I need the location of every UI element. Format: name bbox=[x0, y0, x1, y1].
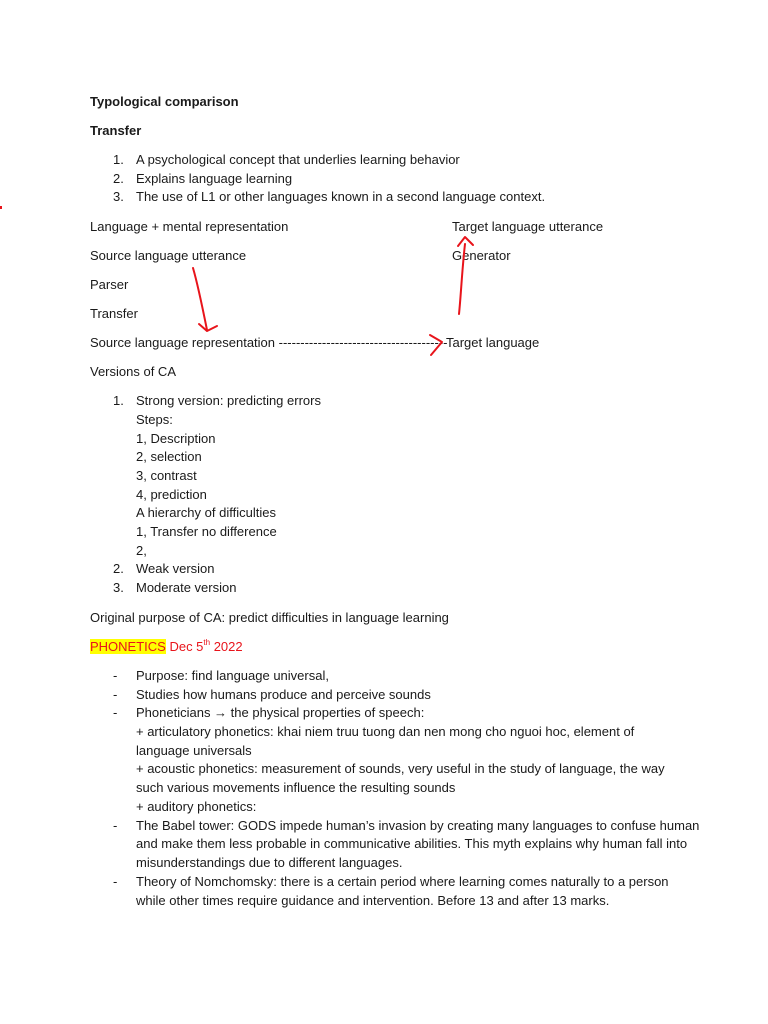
bullet-item: Theory of Nomchomsky: there is a certain period where learning comes naturally to a person bbox=[136, 874, 669, 889]
step-item: 2, selection bbox=[136, 449, 202, 464]
bullet-dash: - bbox=[113, 668, 118, 683]
bullet-item: Phoneticians → the physical properties of speech: bbox=[136, 705, 425, 720]
list-number: 2. bbox=[113, 561, 124, 576]
list-number: 1. bbox=[113, 152, 124, 167]
bullet-subline: and make them less probable in communicative abilities. This myth explains why human fall into bbox=[136, 836, 688, 851]
bullet-subline: while other times require guidance and intervention. Before 13 and after 13 marks. bbox=[136, 893, 610, 908]
list-number: 3. bbox=[113, 580, 124, 595]
list-item: Explains language learning bbox=[136, 171, 293, 186]
bullet-subline: misunderstandings due to different languages. bbox=[136, 855, 403, 870]
arrow-down-head-icon bbox=[199, 324, 217, 331]
bullet-item: Studies how humans produce and perceive sounds bbox=[136, 687, 431, 702]
list-number: 1. bbox=[113, 393, 124, 408]
list-item: The use of L1 or other languages known in a second language context. bbox=[136, 189, 546, 204]
diagram-transfer: Transfer bbox=[90, 306, 138, 321]
hierarchy-label: A hierarchy of difficulties bbox=[136, 505, 276, 520]
diagram-target-language: Target language bbox=[446, 335, 540, 350]
phonetics-date-suffix: 2022 bbox=[210, 639, 243, 654]
arrow-up-head-icon bbox=[458, 237, 473, 246]
bullet-subline: language universals bbox=[136, 743, 252, 758]
bullet-dash: - bbox=[113, 687, 118, 702]
bullet-item: The Babel tower: GODS impede human’s invasion by creating many languages to confuse human bbox=[136, 818, 700, 833]
diagram-source-utterance: Source language utterance bbox=[90, 248, 247, 263]
phonetics-heading bbox=[90, 639, 243, 655]
diagram-generator: Generator bbox=[452, 248, 511, 263]
bullet-subline: + acoustic phonetics: measurement of sounds, very useful in the study of language, the way bbox=[136, 761, 665, 776]
hierarchy-item: 2, bbox=[136, 543, 147, 558]
heading-transfer: Transfer bbox=[90, 123, 142, 138]
phonetics-date-prefix: Dec 5 bbox=[165, 639, 204, 654]
bullet-dash: - bbox=[113, 705, 118, 720]
versions-heading: Versions of CA bbox=[90, 364, 176, 379]
original-purpose: Original purpose of CA: predict difficulties in language learning bbox=[90, 610, 449, 625]
hierarchy-item: 1, Transfer no difference bbox=[136, 524, 277, 539]
diagram-target-utterance: Target language utterance bbox=[452, 219, 604, 234]
heading-typological-comparison: Typological comparison bbox=[90, 94, 239, 109]
phonetics-title: PHONETICS bbox=[90, 639, 166, 654]
bullet-subline: + articulatory phonetics: khai niem truu tuong dan nen mong cho nguoi hoc, element of bbox=[136, 724, 635, 739]
list-number: 3. bbox=[113, 189, 124, 204]
bullet-subline: + auditory phonetics: bbox=[136, 799, 257, 814]
list-item: Moderate version bbox=[136, 580, 237, 595]
arrow-down-icon bbox=[193, 268, 207, 330]
step-item: 3, contrast bbox=[136, 468, 197, 483]
bullet-subline: such various movements influence the resulting sounds bbox=[136, 780, 456, 795]
red-edge-mark bbox=[0, 206, 2, 209]
diagram-parser: Parser bbox=[90, 277, 129, 292]
bullet-item: Purpose: find language universal, bbox=[136, 668, 329, 683]
bullet-dash: - bbox=[113, 874, 118, 889]
phonetics-date-sup: th bbox=[203, 638, 211, 647]
step-item: 1, Description bbox=[136, 431, 216, 446]
bullet-dash: - bbox=[113, 818, 118, 833]
list-item: Strong version: predicting errors bbox=[136, 393, 321, 408]
diagram-language-mental: Language + mental representation bbox=[90, 219, 289, 234]
list-number: 2. bbox=[113, 171, 124, 186]
steps-label: Steps: bbox=[136, 412, 173, 427]
list-item: Weak version bbox=[136, 561, 215, 576]
list-item: A psychological concept that underlies learning behavior bbox=[136, 152, 460, 167]
diagram-source-representation: Source language representation --------------------------------------- bbox=[90, 335, 448, 350]
step-item: 4, prediction bbox=[136, 487, 207, 502]
